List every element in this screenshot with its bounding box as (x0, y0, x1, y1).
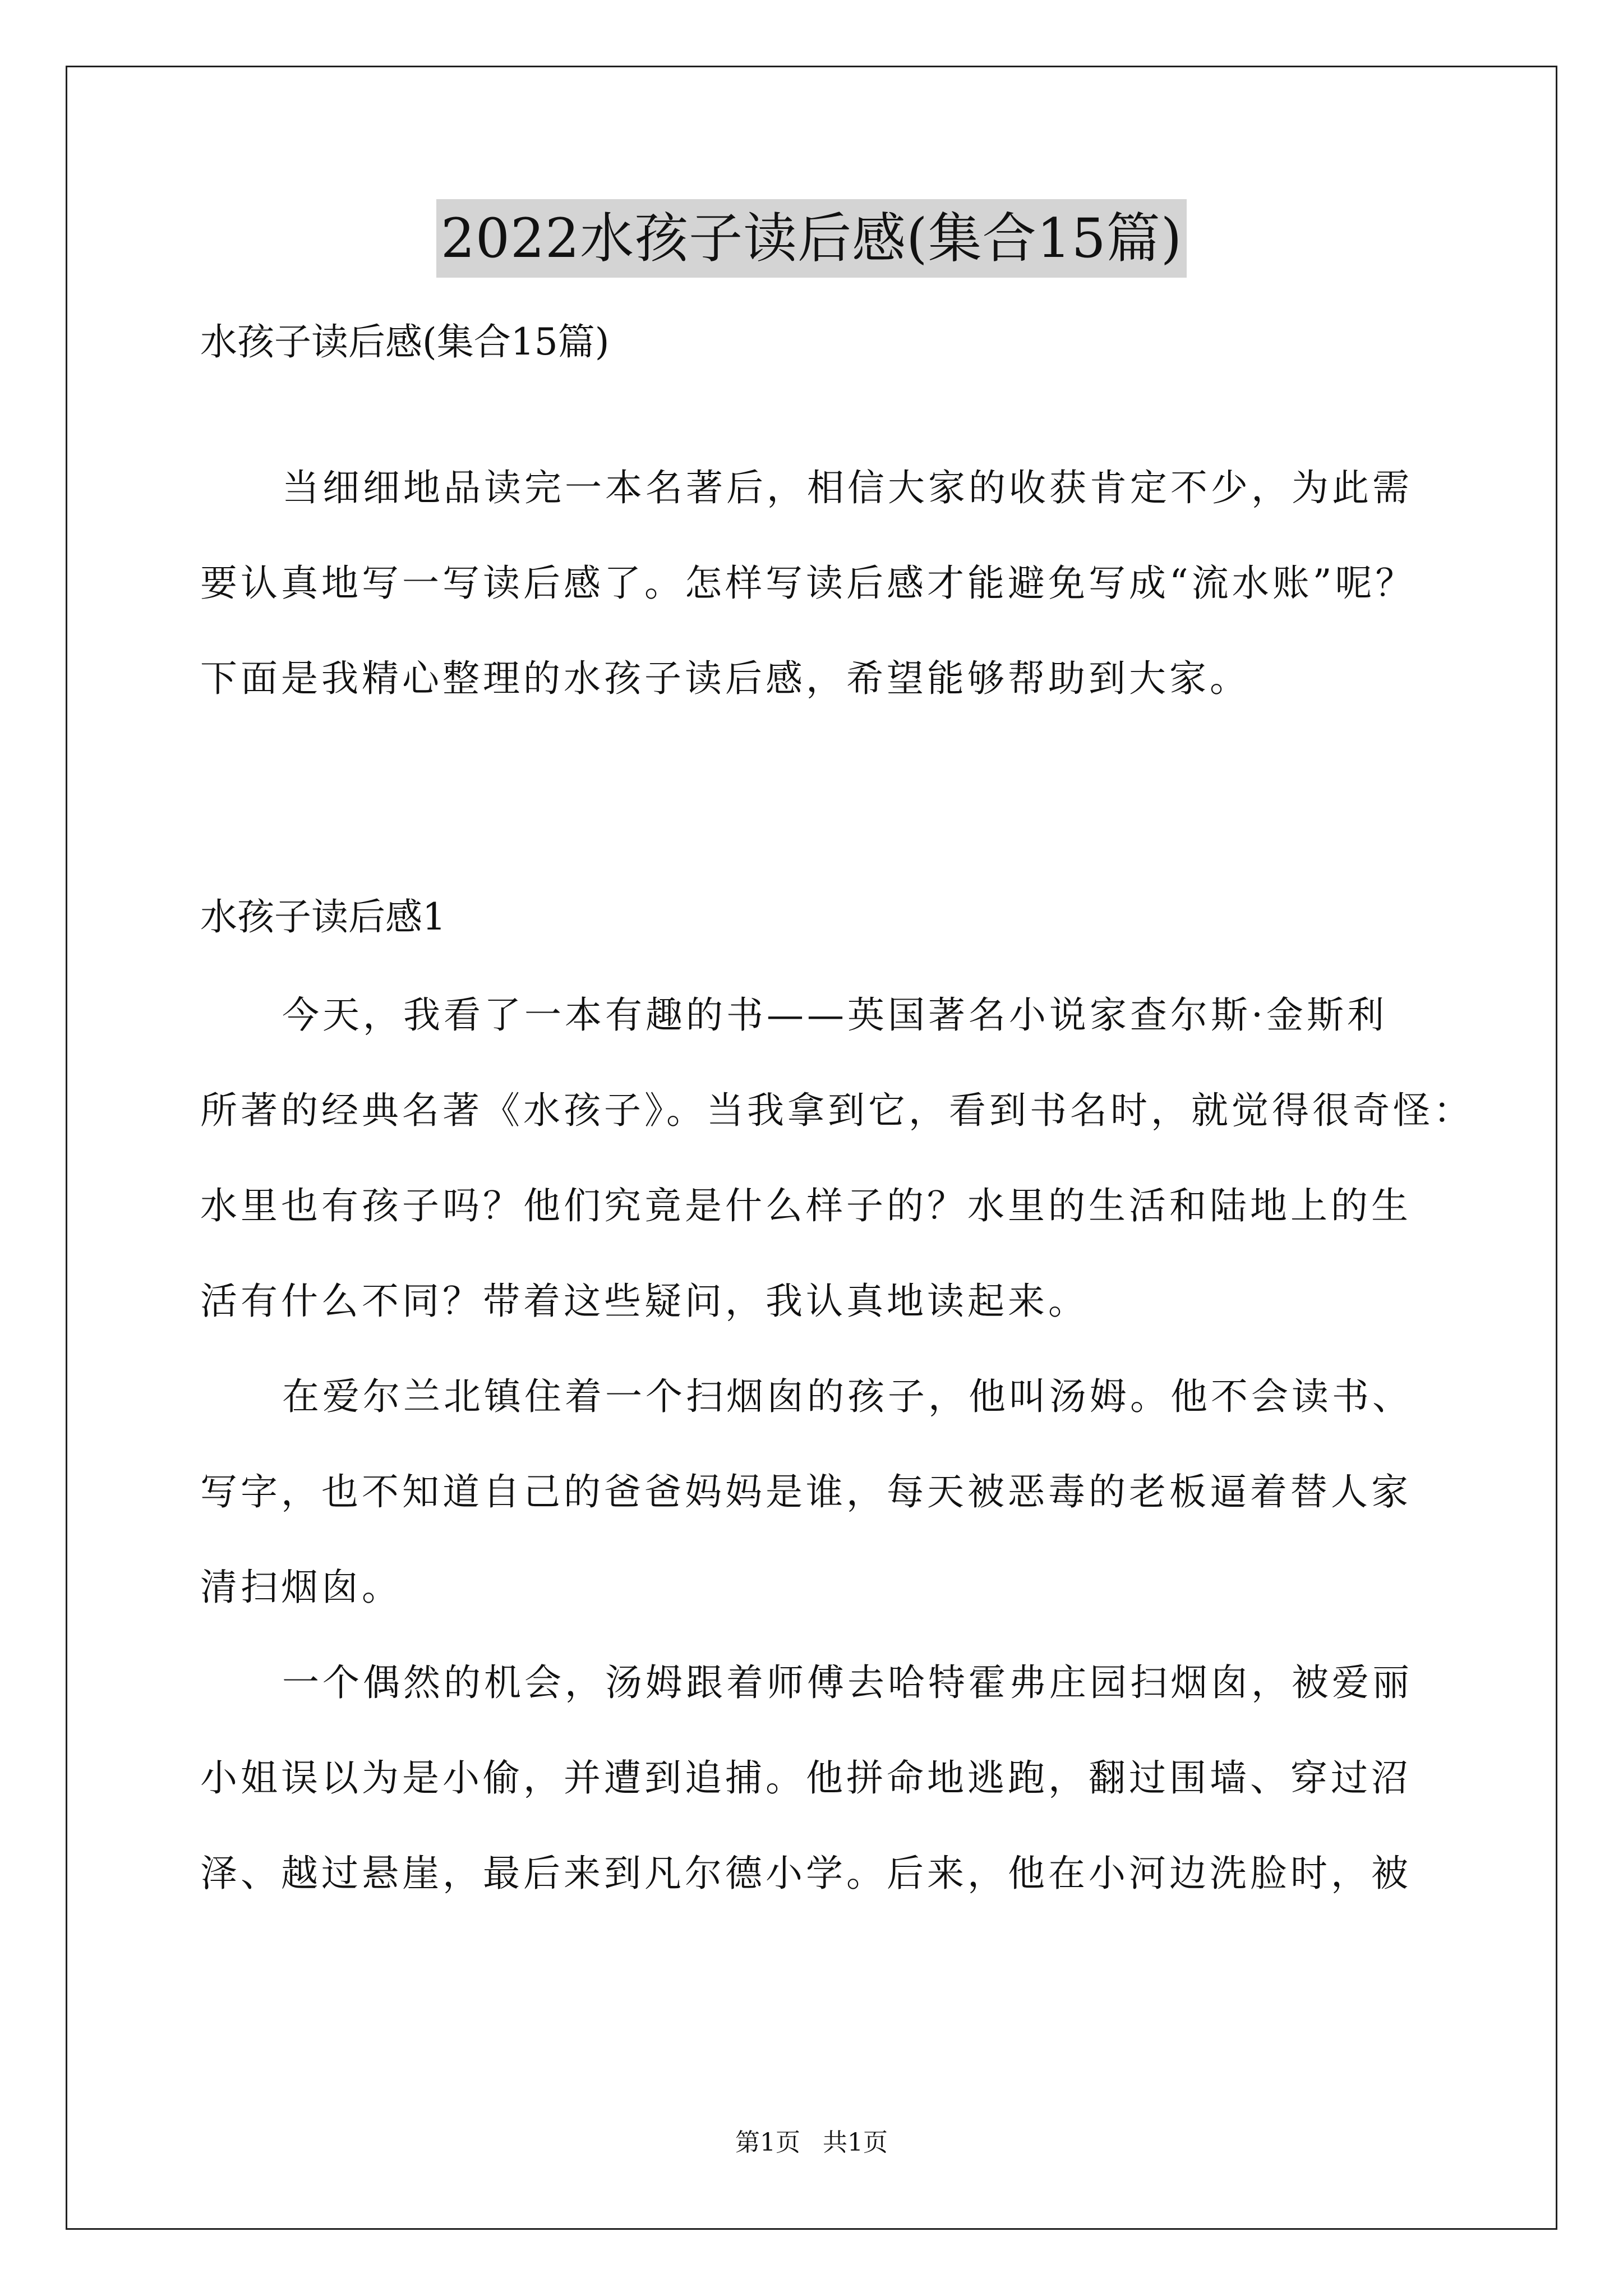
page-total: 共1页 (823, 2128, 888, 2157)
paragraph-line: 写字，也不知道自己的爸爸妈妈是谁，每天被恶毒的老板逼着替人家 (200, 1470, 1412, 1513)
intro-line: 当细细地品读完一本名著后，相信大家的收获肯定不少，为此需 (282, 466, 1413, 509)
document-title: 2022水孩子读后感(集合15篇) (436, 199, 1187, 278)
intro-line: 要认真地写一写读后感了。怎样写读后感才能避免写成“流水账”呢？ (200, 562, 1416, 605)
paragraph-line: 水里也有孩子吗？他们究竟是什么样子的？水里的生活和陆地上的生 (200, 1184, 1412, 1227)
page-footer (0, 2126, 1623, 2160)
section-heading: 水孩子读后感1 (200, 895, 446, 938)
paragraph-line: 小姐误以为是小偷，并遭到追捕。他拼命地逃跑，翻过围墙、穿过沼 (200, 1756, 1412, 1800)
page-number: 第1页 (735, 2128, 800, 2157)
paragraph-line: 在爱尔兰北镇住着一个扫烟囱的孩子，他叫汤姆。他不会读书、 (282, 1375, 1413, 1418)
paragraph-line: 今天，我看了一本有趣的书——英国著名小说家查尔斯·金斯利 (282, 993, 1387, 1037)
title-wrap (0, 199, 1623, 278)
paragraph-line: 泽、越过悬崖，最后来到凡尔德小学。后来，他在小河边洗脸时，被 (200, 1852, 1412, 1895)
paragraph-line: 清扫烟囱。 (200, 1566, 402, 1609)
paragraph-line: 所著的经典名著《水孩子》。当我拿到它，看到书名时，就觉得很奇怪： (200, 1089, 1474, 1132)
intro-line: 下面是我精心整理的水孩子读后感，希望能够帮助到大家。 (200, 657, 1250, 700)
paragraph-line: 活有什么不同？带着这些疑问，我认真地读起来。 (200, 1280, 1089, 1323)
document-subtitle: 水孩子读后感(集合15篇) (200, 320, 610, 364)
paragraph-line: 一个偶然的机会，汤姆跟着师傅去哈特霍弗庄园扫烟囱，被爱丽 (282, 1661, 1413, 1704)
